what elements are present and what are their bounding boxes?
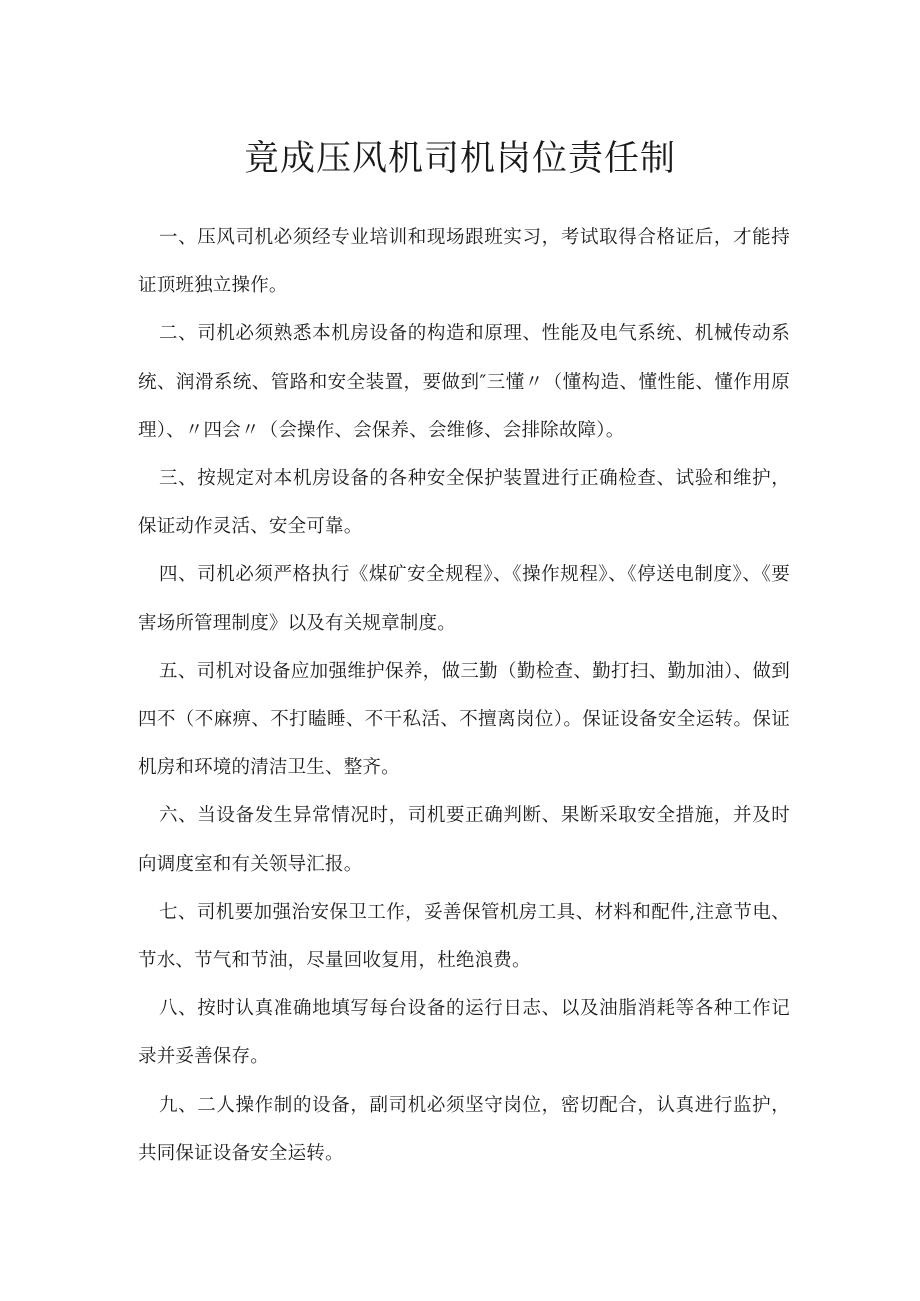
paragraph-4: 四、司机必须严格执行《煤矿安全规程》、《操作规程》、《停送电制度》、《要害场所管理制度》以及有关规章制度。 (138, 564, 790, 634)
paragraph-3: 三、按规定对本机房设备的各种安全保护装置进行正确检查、试验和维护，保证动作灵活、安全可靠。 (138, 468, 790, 538)
paragraph-1: 一、压风司机必须经专业培训和现场跟班实习，考试取得合格证后，才能持证顶班独立操作。 (138, 227, 790, 297)
document-title: 竟成压风机司机岗位责任制 (243, 139, 676, 179)
paragraph-6: 六、当设备发生异常情况时，司机要正确判断、果断采取安全措施，并及时向调度室和有关领导汇报。 (138, 805, 790, 875)
paragraph-9: 九、二人操作制的设备，副司机必须坚守岗位，密切配合，认真进行监护，共同保证设备安全运转。 (138, 1094, 790, 1164)
paragraph-5: 五、司机对设备应加强维护保养，做三勤（勤检查、勤打扫、勤加油）、做到四不（不麻痹、不打瞌睡、不干私活、不擅离岗位）。保证设备安全运转。保证机房和环境的清洁卫生、整齐。 (138, 660, 790, 779)
paragraph-7: 七、司机要加强治安保卫工作，妥善保管机房工具、材料和配件,注意节电、节水、节气和节油，尽量回收复用，杜绝浪费。 (138, 901, 790, 972)
document-body (138, 214, 790, 1178)
paragraph-8: 八、按时认真准确地填写每台设备的运行日志、以及油脂消耗等各种工作记录并妥善保存。 (138, 998, 790, 1068)
paragraph-2: 二、司机必须熟悉本机房设备的构造和原理、性能及电气系统、机械传动系统、润滑系统、管路和安全装置，要做到″三懂〃（懂构造、懂性能、懂作用原理）、〃四会〃（会操作、会保养、会维修、会排除故障）。 (138, 323, 790, 441)
